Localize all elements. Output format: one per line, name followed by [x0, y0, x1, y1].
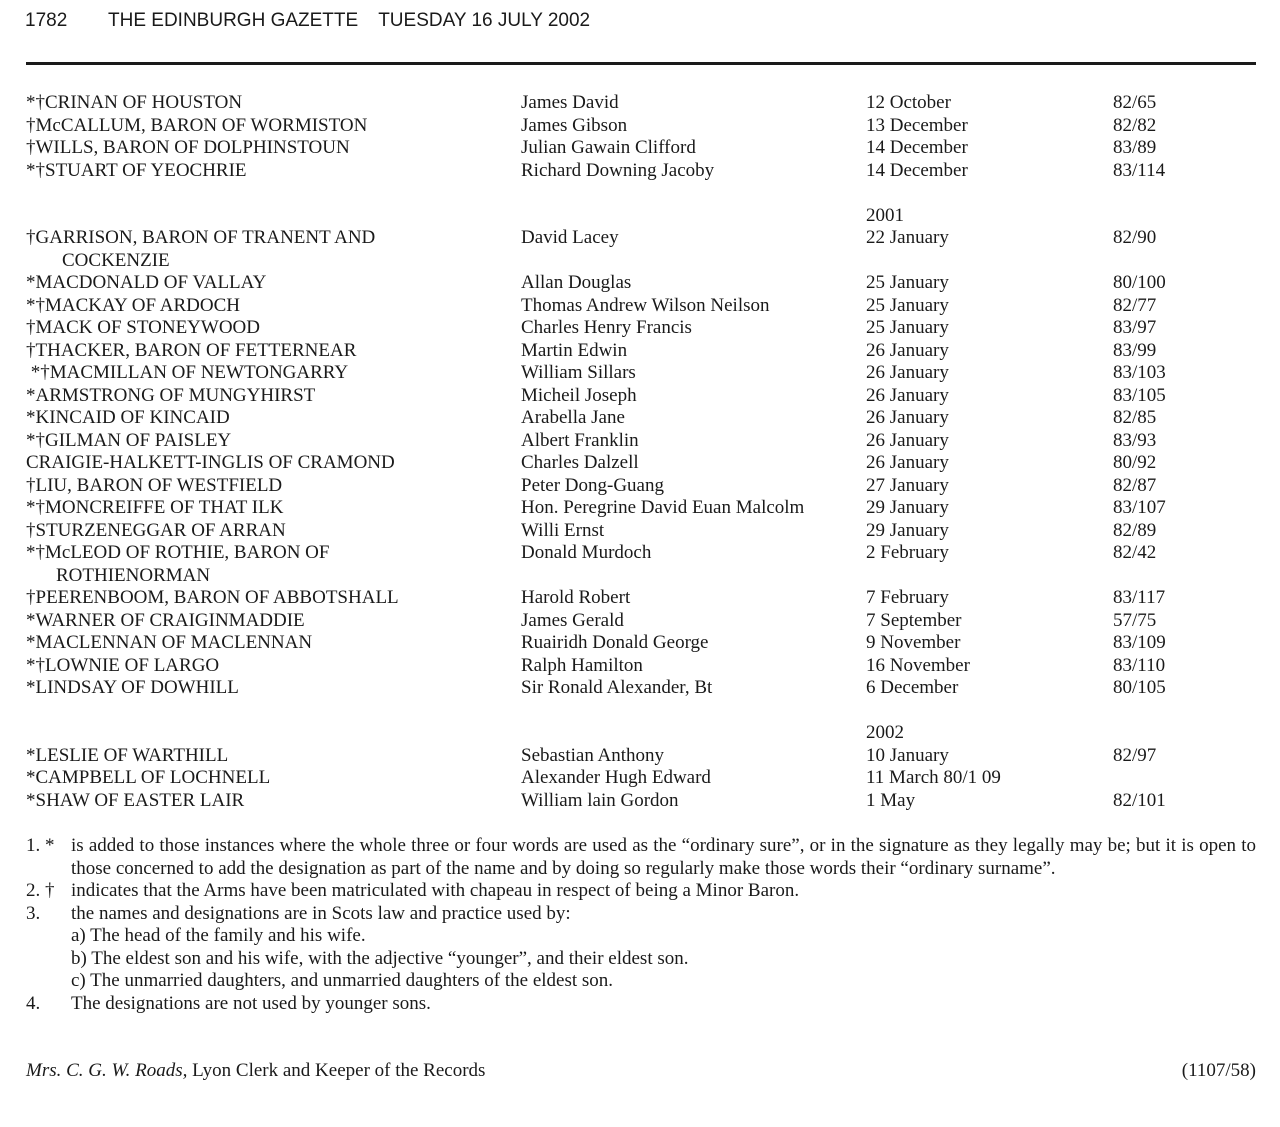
given-names: Sir Ronald Alexander, Bt	[521, 677, 713, 698]
page-header	[25, 10, 590, 32]
matriculation-date: 26 January	[866, 429, 949, 451]
note-item	[26, 903, 1256, 926]
designation-name-line: *KINCAID OF KINCAID	[26, 407, 230, 428]
given-names: Charles Henry Francis	[521, 317, 692, 338]
issue-date: TUESDAY 16 JULY 2002	[378, 10, 591, 31]
designation-name	[26, 475, 506, 498]
register-reference: 83/109	[1113, 632, 1166, 653]
designation-name-line: *WARNER OF CRAIGINMADDIE	[26, 609, 305, 631]
given-names: Thomas Andrew Wilson Neilson	[521, 294, 770, 316]
note-subitem: b) The eldest son and his wife, with the adjective “younger”, and their eldest son.	[71, 947, 689, 969]
table-row	[26, 430, 1266, 453]
given-names: Sebastian Anthony	[521, 744, 665, 766]
table-row	[26, 137, 1266, 160]
designation-name	[26, 92, 506, 115]
designation-name	[26, 767, 506, 790]
given-names: James David	[521, 92, 619, 113]
register-reference: 83/93	[1113, 429, 1157, 451]
designation-name-line: *MACLENNAN OF MACLENNAN	[26, 632, 313, 653]
designation-name-line: *†McLEOD OF ROTHIE, BARON OF	[26, 542, 330, 563]
designation-name-line: *†STUART OF YEOCHRIE	[26, 159, 247, 181]
designation-name	[26, 520, 506, 543]
given-names: Willi Ernst	[521, 519, 605, 541]
given-names: Allan Douglas	[521, 272, 632, 293]
designation-name-line: †GARRISON, BARON OF TRANENT AND	[26, 227, 376, 248]
table-row	[26, 385, 1266, 408]
note-text: indicates that the Arms have been matriculated with chapeau in respect of being a Minor Baron.	[71, 880, 800, 901]
note-number: 2. †	[26, 880, 55, 901]
designation-name	[26, 295, 506, 318]
register-reference: 83/105	[1113, 384, 1166, 406]
given-names: William lain Gordon	[521, 789, 679, 811]
given-names: James Gibson	[521, 114, 628, 136]
designation-name-line: †THACKER, BARON OF FETTERNEAR	[26, 339, 357, 361]
table-row	[26, 115, 1266, 138]
designation-name	[26, 587, 506, 610]
given-names: Ralph Hamilton	[521, 654, 643, 676]
designation-name	[26, 677, 506, 700]
matriculation-date: 26 January	[866, 339, 949, 361]
register-reference: 82/85	[1113, 407, 1157, 428]
note-text: the names and designations are in Scots law and practice used by:	[71, 902, 571, 924]
given-names: Donald Murdoch	[521, 542, 652, 563]
designation-name-line: *†GILMAN OF PAISLEY	[26, 429, 232, 451]
matriculation-date: 26 January	[866, 362, 949, 383]
designation-name	[26, 430, 506, 453]
matriculation-date: 11 March 80/1 09	[866, 767, 1001, 788]
designation-name-line: *ARMSTRONG OF MUNGYHIRST	[26, 384, 316, 406]
register-reference: 83/107	[1113, 497, 1166, 518]
given-names: Hon. Peregrine David Euan Malcolm	[521, 497, 805, 518]
register-reference: 83/89	[1113, 137, 1157, 158]
publication-title: THE EDINBURGH GAZETTE	[108, 10, 359, 31]
register-reference: 57/75	[1113, 609, 1157, 631]
designation-name	[26, 160, 506, 183]
given-names: Ruairidh Donald George	[521, 632, 709, 653]
matriculation-date: 25 January	[866, 294, 949, 316]
designation-name-line: *†MONCREIFFE OF THAT ILK	[26, 497, 284, 518]
table-row	[26, 497, 1266, 520]
matriculation-date: 26 January	[866, 384, 949, 406]
table-row	[26, 610, 1266, 633]
matriculation-date: 7 February	[866, 587, 949, 608]
table-row	[26, 677, 1266, 700]
matriculation-date: 12 October	[866, 92, 951, 113]
year-heading: 2001	[866, 204, 904, 226]
given-names: Charles Dalzell	[521, 452, 639, 473]
matriculation-date: 9 November	[866, 632, 961, 653]
signatory-name: Mrs. C. G. W. Roads,	[26, 1060, 188, 1081]
table-row	[26, 475, 1266, 498]
matriculation-date: 25 January	[866, 317, 949, 338]
designation-name	[26, 115, 506, 138]
table-row	[26, 655, 1266, 678]
year-heading: 2002	[866, 722, 904, 743]
designations-table	[26, 92, 1266, 812]
note-text: The designations are not used by younger sons.	[71, 992, 431, 1014]
given-names: Micheil Joseph	[521, 384, 637, 406]
register-reference: 83/110	[1113, 654, 1166, 676]
register-reference: 82/82	[1113, 114, 1157, 136]
designation-name-line: *LINDSAY OF DOWHILL	[26, 677, 239, 698]
footer	[26, 1060, 1256, 1083]
matriculation-date: 25 January	[866, 272, 949, 293]
table-row	[26, 767, 1266, 790]
matriculation-date: 26 January	[866, 407, 949, 428]
table-row	[26, 295, 1266, 318]
register-reference: 82/89	[1113, 519, 1157, 541]
register-reference: 82/77	[1113, 294, 1157, 316]
header-rule	[26, 62, 1256, 65]
matriculation-date: 29 January	[866, 497, 949, 518]
note-number: 3.	[26, 902, 41, 924]
register-reference: 82/65	[1113, 92, 1157, 113]
note-number: 1. *	[26, 835, 55, 856]
matriculation-date: 2 February	[866, 542, 949, 563]
table-row	[26, 227, 1266, 272]
designation-name-line: CRAIGIE-HALKETT-INGLIS OF CRAMOND	[26, 452, 395, 473]
register-reference: 83/99	[1113, 339, 1157, 361]
matriculation-date: 22 January	[866, 227, 949, 248]
matriculation-date: 6 December	[866, 677, 959, 698]
note-item	[26, 880, 1256, 903]
given-names: Martin Edwin	[521, 339, 628, 361]
register-reference: 80/92	[1113, 452, 1157, 473]
designation-name-line: †PEERENBOOM, BARON OF ABBOTSHALL	[26, 587, 399, 608]
table-row	[26, 317, 1266, 340]
note-number: 4.	[26, 992, 41, 1014]
blank-row	[26, 700, 1266, 723]
designation-name	[26, 790, 506, 813]
signatory-office: Lyon Clerk and Keeper of the Records	[187, 1060, 486, 1081]
table-row	[26, 542, 1266, 587]
designation-name	[26, 497, 506, 520]
table-row	[26, 362, 1266, 385]
register-reference: 82/97	[1113, 744, 1157, 766]
register-reference: 83/114	[1113, 159, 1166, 181]
table-row	[26, 340, 1266, 363]
note-item	[26, 835, 1256, 880]
matriculation-date: 13 December	[866, 114, 968, 136]
blank-row	[26, 182, 1266, 205]
table-row	[26, 452, 1266, 475]
note-item	[26, 993, 1256, 1016]
matriculation-date: 26 January	[866, 452, 949, 473]
register-reference: 82/42	[1113, 542, 1157, 563]
designation-name-line: †STURZENEGGAR OF ARRAN	[26, 519, 286, 541]
designation-name	[26, 610, 506, 633]
register-reference: 82/87	[1113, 474, 1157, 496]
designation-name-line: †WILLS, BARON OF DOLPHINSTOUN	[26, 137, 350, 158]
note-text: is added to those instances where the whole three or four words are used as the “ordinary sure”, or in the signature as they legally may be; but it is open to those concerned to add the designation as part of the name and by doing so regularly make those words their “ordinary surname”.	[71, 835, 1256, 879]
designation-name	[26, 542, 506, 587]
designation-name	[26, 655, 506, 678]
designation-name-line: *†LOWNIE OF LARGO	[26, 654, 220, 676]
designation-name	[26, 137, 506, 160]
given-names: William Sillars	[521, 362, 636, 383]
table-row	[26, 92, 1266, 115]
given-names: Julian Gawain Clifford	[521, 137, 696, 158]
given-names: Peter Dong-Guang	[521, 474, 664, 496]
designation-name	[26, 272, 506, 295]
table-row	[26, 745, 1266, 768]
matriculation-date: 14 December	[866, 159, 968, 181]
designation-name	[26, 745, 506, 768]
given-names: James Gerald	[521, 609, 624, 631]
designation-name-line: *MACDONALD OF VALLAY	[26, 272, 267, 293]
register-reference: 83/97	[1113, 317, 1157, 338]
matriculation-date: 14 December	[866, 137, 968, 158]
register-reference: 83/103	[1113, 362, 1166, 383]
year-heading-row	[26, 722, 1266, 745]
notes-section	[26, 835, 1256, 1015]
designation-name-line: *†CRINAN OF HOUSTON	[26, 92, 243, 113]
register-reference: 83/117	[1113, 587, 1166, 608]
page-number: 1782	[25, 10, 68, 31]
designation-name	[26, 340, 506, 363]
matriculation-date: 1 May	[866, 789, 916, 811]
designation-name-line: *†MACMILLAN OF NEWTONGARRY	[26, 362, 349, 383]
register-reference: 82/90	[1113, 227, 1157, 248]
matriculation-date: 7 September	[866, 609, 962, 631]
register-reference: 80/105	[1113, 677, 1166, 698]
table-row	[26, 587, 1266, 610]
designation-name-line: †McCALLUM, BARON OF WORMISTON	[26, 114, 368, 136]
table-row	[26, 790, 1266, 813]
designation-name	[26, 227, 506, 272]
designation-name	[26, 632, 506, 655]
note-subitem: c) The unmarried daughters, and unmarried daughters of the eldest son.	[71, 970, 614, 991]
designation-name-continuation: COCKENZIE	[62, 249, 170, 271]
designation-name	[26, 407, 506, 430]
matriculation-date: 29 January	[866, 519, 949, 541]
designation-name-line: *SHAW OF EASTER LAIR	[26, 789, 245, 811]
designation-name-line: †LIU, BARON OF WESTFIELD	[26, 474, 283, 496]
table-row	[26, 407, 1266, 430]
given-names: David Lacey	[521, 227, 619, 248]
given-names: Richard Downing Jacoby	[521, 159, 715, 181]
register-reference: 80/100	[1113, 272, 1166, 293]
matriculation-date: 10 January	[866, 744, 949, 766]
designation-name	[26, 452, 506, 475]
designation-name-line: †MACK OF STONEYWOOD	[26, 317, 260, 338]
table-row	[26, 160, 1266, 183]
table-row	[26, 520, 1266, 543]
designation-name	[26, 362, 506, 385]
given-names: Alexander Hugh Edward	[521, 767, 711, 788]
notice-reference: (1107/58)	[1181, 1060, 1256, 1081]
designation-name-line: *LESLIE OF WARTHILL	[26, 744, 229, 766]
matriculation-date: 16 November	[866, 654, 970, 676]
matriculation-date: 27 January	[866, 474, 949, 496]
designation-name-continuation: ROTHIENORMAN	[56, 564, 211, 586]
given-names: Arabella Jane	[521, 407, 625, 428]
given-names: Harold Robert	[521, 587, 631, 608]
designation-name-line: *CAMPBELL OF LOCHNELL	[26, 767, 271, 788]
year-heading-row	[26, 205, 1266, 228]
table-row	[26, 632, 1266, 655]
note-subitem: a) The head of the family and his wife.	[71, 925, 366, 946]
table-row	[26, 272, 1266, 295]
given-names: Albert Franklin	[521, 429, 639, 451]
designation-name	[26, 317, 506, 340]
designation-name-line: *†MACKAY OF ARDOCH	[26, 294, 240, 316]
register-reference: 82/101	[1113, 789, 1166, 811]
designation-name	[26, 385, 506, 408]
